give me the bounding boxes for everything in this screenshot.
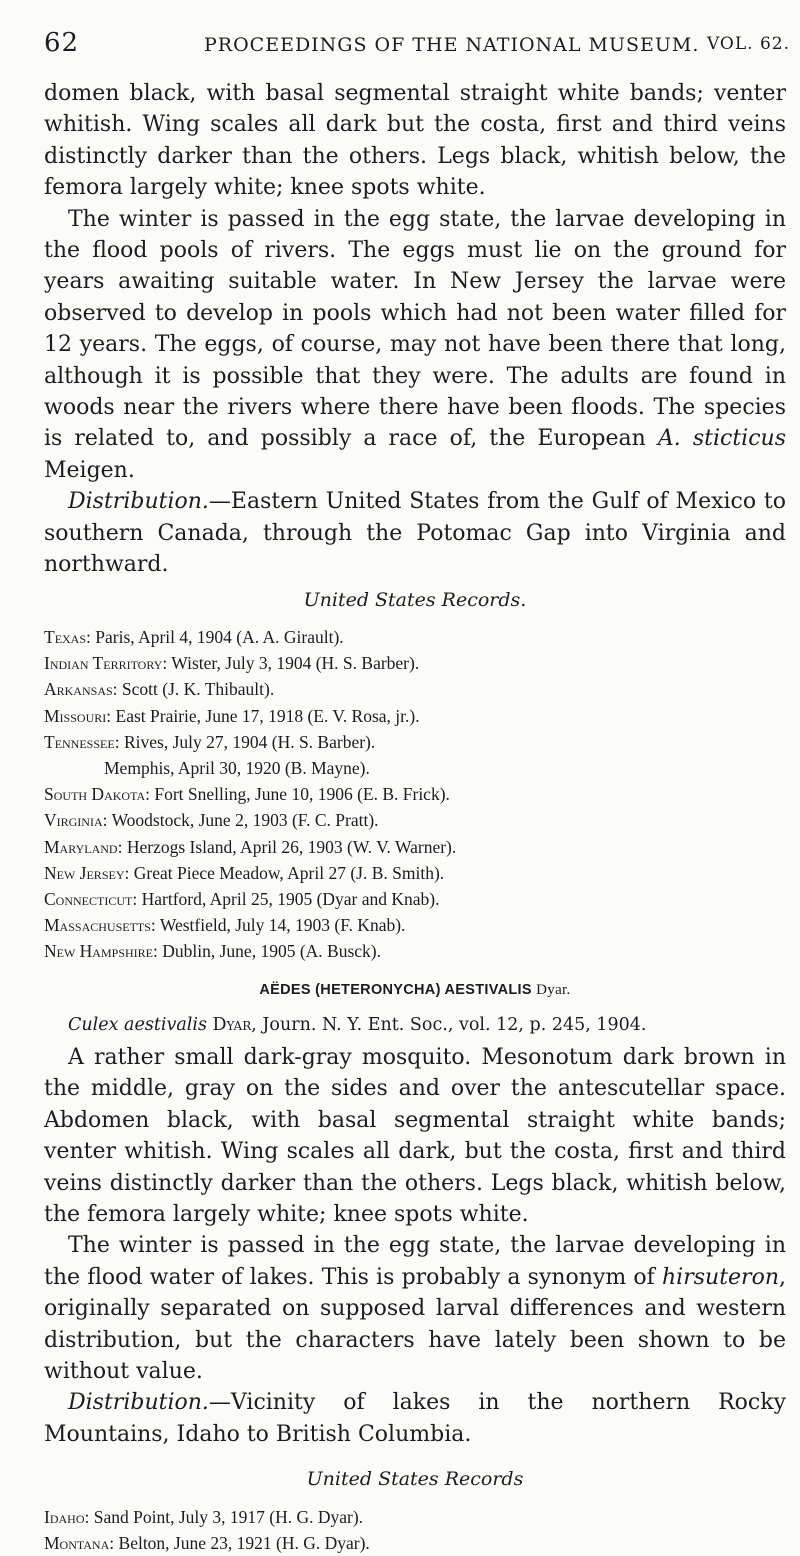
distribution-label: Distribution. bbox=[68, 489, 209, 515]
paragraph-distribution: Distribution.—Eastern United States from the Gulf of Mexico to southern Canada, through the Potomac Gap into Virginia and northward. bbox=[44, 489, 786, 578]
record-state: South Dakota bbox=[44, 784, 146, 805]
volume-label: VOL. 62. bbox=[706, 34, 790, 54]
record-text: Fort Snelling, June 10, 1906 (E. B. Frick). bbox=[154, 784, 450, 805]
record-entry: Texas: Paris, April 4, 1904 (A. A. Girault). bbox=[44, 626, 344, 647]
species-name: A. sticticus bbox=[657, 426, 786, 452]
record-text: Scott (J. K. Thibault). bbox=[121, 679, 275, 700]
paragraph-life-history: The winter is passed in the egg state, the larvae developing in the flood pools of rivers. The eggs must lie on the ground for years awaiting suitable water. In New Jersey the larvae were observed to develop in pools which had not been water filled for 12 years. The eggs, of course, may not have been there that long, although it is possible that they were. The adults are found in woods near the rivers where there have been floods. The species is related to, and possibly a race of, the European A. sticticus Meigen. bbox=[44, 206, 786, 483]
records-list bbox=[44, 624, 786, 965]
running-head: PROCEEDINGS OF THE NATIONAL MUSEUM. bbox=[204, 34, 700, 56]
record-state: Missouri bbox=[44, 705, 107, 726]
record-entry: New Hampshire: Dublin, June, 1905 (A. Busck). bbox=[44, 941, 381, 962]
record-text: Belton, June 23, 1921 (H. G. Dyar). bbox=[118, 1532, 370, 1553]
record-state: Texas bbox=[44, 626, 87, 647]
record-state: Maryland bbox=[44, 836, 118, 857]
record-entry: South Dakota: Fort Snelling, June 10, 1906 (E. B. Frick). bbox=[44, 784, 450, 805]
record-text: Great Piece Meadow, April 27 (J. B. Smith). bbox=[133, 862, 445, 883]
paragraph-description-cont: domen black, with basal segmental straight white bands; venter whitish. Wing scales all dark but the costa, first and third veins distinctly darker than the others. Legs black, whitish below, the femora largely white; knee spots white. bbox=[44, 81, 786, 201]
record-entry: Virginia: Woodstock, June 2, 1903 (F. C. Pratt). bbox=[44, 810, 379, 831]
record-text: Dublin, June, 1905 (A. Busck). bbox=[162, 941, 381, 962]
record-entry: Tennessee: Rives, July 27, 1904 (H. S. Barber). bbox=[44, 731, 376, 752]
record-entry: Massachusetts: Westfield, July 14, 1903 (F. Knab). bbox=[44, 915, 406, 936]
record-state: Tennessee bbox=[44, 731, 115, 752]
record-text: Westfield, July 14, 1903 (F. Knab). bbox=[159, 915, 406, 936]
distribution-label: Distribution. bbox=[68, 1390, 209, 1416]
citation: Culex aestivalis Dyar, Journ. N. Y. Ent. Soc., vol. 12, p. 245, 1904. bbox=[68, 1014, 647, 1035]
record-text: Paris, April 4, 1904 (A. A. Girault). bbox=[95, 626, 344, 647]
record-text: Herzogs Island, April 26, 1903 (W. V. Warner). bbox=[126, 836, 457, 857]
record-state: Indian Territory bbox=[44, 653, 163, 674]
paragraph-distribution-2: Distribution.—Vicinity of lakes in the northern Rocky Mountains, Idaho to British Columbia. bbox=[44, 1390, 786, 1447]
record-text: Wister, July 3, 1904 (H. S. Barber). bbox=[171, 653, 420, 674]
record-entry: Indian Territory: Wister, July 3, 1904 (H. S. Barber). bbox=[44, 653, 420, 674]
record-text: East Prairie, June 17, 1918 (E. V. Rosa, jr.). bbox=[115, 705, 420, 726]
record-state: Connecticut bbox=[44, 888, 133, 909]
record-entry: Montana: Belton, June 23, 1921 (H. G. Dyar). bbox=[44, 1532, 370, 1553]
species-name: hirsuteron bbox=[662, 1264, 779, 1290]
body-text bbox=[44, 78, 786, 1556]
record-entry: New Jersey: Great Piece Meadow, April 27 (J. B. Smith). bbox=[44, 862, 445, 883]
record-entry bbox=[44, 755, 786, 781]
record-text: Woodstock, June 2, 1903 (F. C. Pratt). bbox=[111, 810, 379, 831]
record-entry: Arkansas: Scott (J. K. Thibault). bbox=[44, 679, 275, 700]
page-number: 62 bbox=[44, 28, 80, 58]
record-state: Arkansas bbox=[44, 679, 113, 700]
record-text: Hartford, April 25, 1905 (Dyar and Knab). bbox=[141, 888, 440, 909]
record-state: Virginia bbox=[44, 810, 103, 831]
page-header bbox=[44, 28, 794, 68]
species-heading: AËDES (HETERONYCHA) AESTIVALIS Dyar. bbox=[259, 981, 571, 998]
records-title: United States Records. bbox=[303, 588, 527, 611]
records-title-2: United States Records bbox=[306, 1468, 524, 1491]
record-text: Rives, July 27, 1904 (H. S. Barber). bbox=[123, 731, 376, 752]
record-entry: Maryland: Herzogs Island, April 26, 1903 (W. V. Warner). bbox=[44, 836, 457, 857]
record-state: Massachusetts bbox=[44, 915, 151, 936]
record-state: New Jersey bbox=[44, 862, 125, 883]
record-entry: Idaho: Sand Point, July 3, 1917 (H. G. Dyar). bbox=[44, 1506, 364, 1527]
record-state: Montana bbox=[44, 1532, 110, 1553]
record-text: Sand Point, July 3, 1917 (H. G. Dyar). bbox=[93, 1506, 364, 1527]
paragraph-life-history-2: The winter is passed in the egg state, the larvae developing in the flood water of lakes. This is probably a synonym of hirsuteron, originally separated on supposed larval differences and western distribution, but the characters have lately been shown to be without value. bbox=[44, 1233, 786, 1385]
record-state: Idaho bbox=[44, 1506, 85, 1527]
record-state: New Hampshire bbox=[44, 941, 153, 962]
paragraph-description: A rather small dark-gray mosquito. Mesonotum dark brown in the middle, gray on the sides and over the antescutellar space. Abdomen black, with basal segmental straight white bands; venter whitish. Wing scales all dark, but the costa, first and third veins distinctly darker than the others. Legs black, whitish below, the femora largely white; knee spots white. bbox=[44, 1044, 786, 1227]
records-list-2 bbox=[44, 1504, 786, 1556]
record-entry: Connecticut: Hartford, April 25, 1905 (Dyar and Knab). bbox=[44, 888, 440, 909]
record-text: Memphis, April 30, 1920 (B. Mayne). bbox=[104, 757, 370, 778]
record-entry: Missouri: East Prairie, June 17, 1918 (E. V. Rosa, jr.). bbox=[44, 705, 420, 726]
